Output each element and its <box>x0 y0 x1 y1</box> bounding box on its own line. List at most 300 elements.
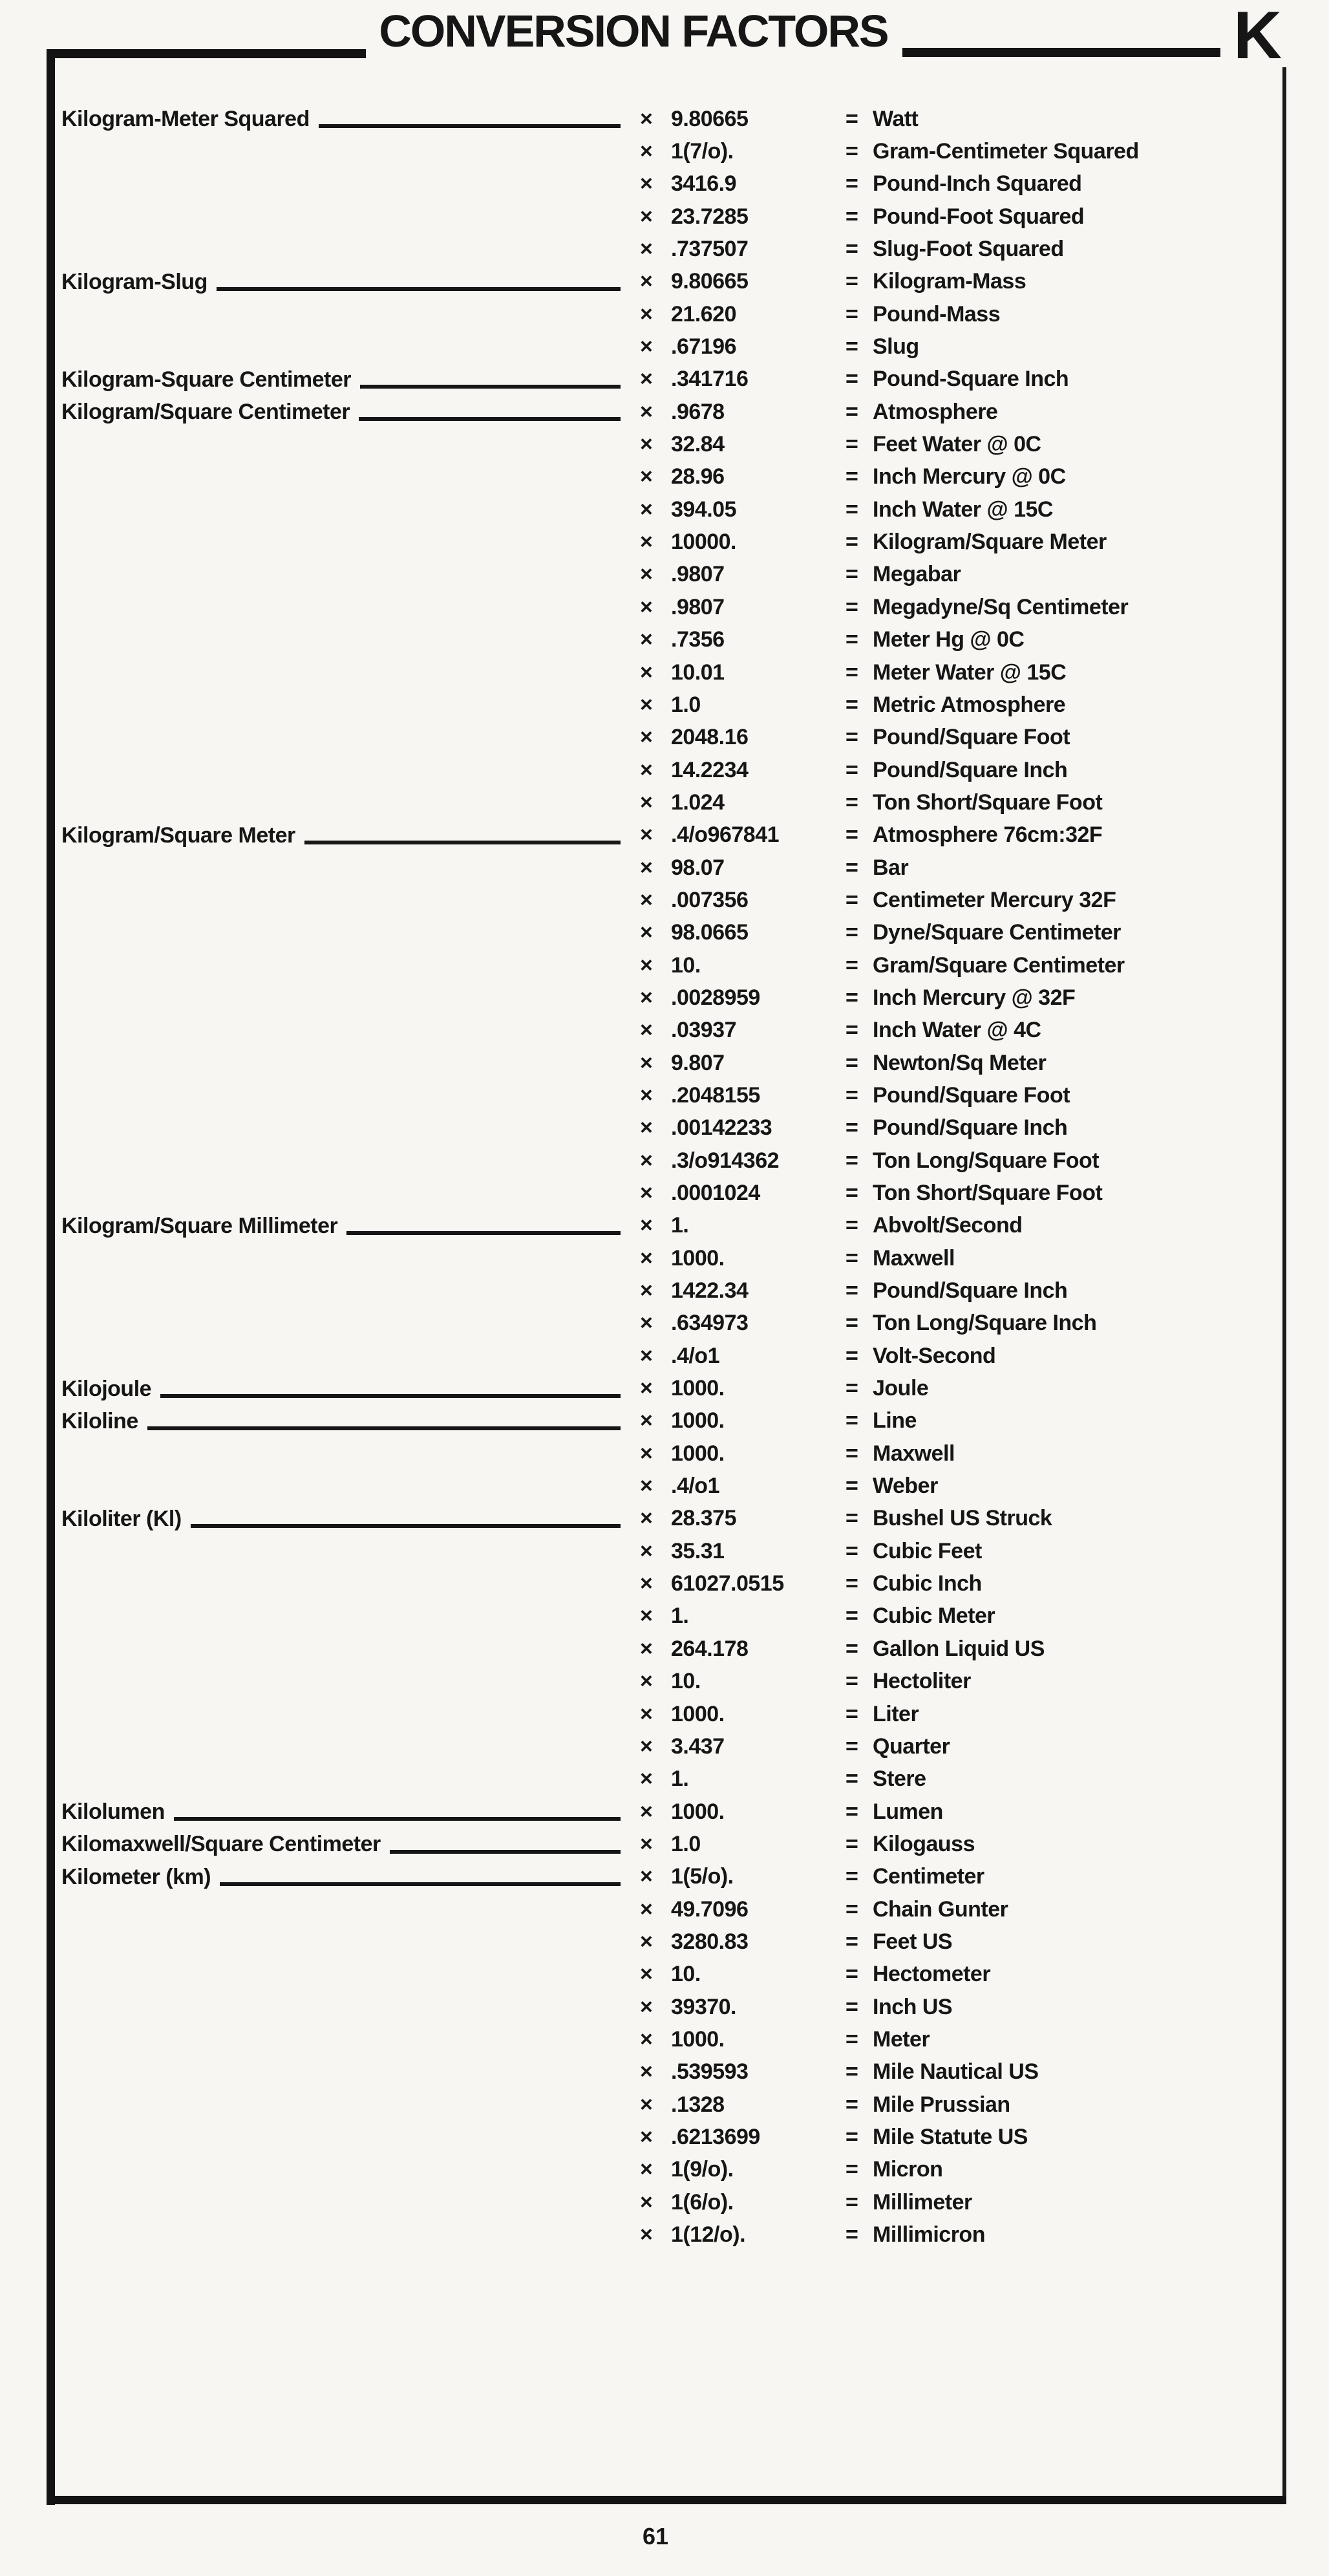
factor-value: 39370. <box>671 1994 736 2019</box>
multiply-sign: × <box>640 1441 653 1466</box>
equals-sign: = <box>845 1441 858 1466</box>
equals-sign: = <box>845 1474 858 1499</box>
result-unit: Feet US <box>873 1929 953 1954</box>
multiply-sign: × <box>640 1636 653 1661</box>
result-unit: Line <box>873 1408 917 1433</box>
multiply-sign: × <box>640 432 653 457</box>
multiply-sign: × <box>640 887 653 912</box>
table-row <box>0 689 1329 721</box>
equals-sign: = <box>845 660 858 685</box>
result-unit: Hectometer <box>873 1962 991 1987</box>
equals-sign: = <box>845 1962 858 1987</box>
leader-line <box>191 1524 621 1528</box>
table-row <box>0 917 1329 949</box>
multiply-sign: × <box>640 367 653 392</box>
row-label-column <box>61 493 640 526</box>
multiply-sign: × <box>640 2189 653 2215</box>
multiply-sign: × <box>640 1864 653 1889</box>
row-label-column <box>61 1991 640 2023</box>
row-label-column <box>61 2218 640 2251</box>
multiply-sign: × <box>640 1733 653 1759</box>
table-row <box>0 1633 1329 1665</box>
factor-value: .9807 <box>671 562 725 587</box>
equals-sign: = <box>845 464 858 489</box>
equals-sign: = <box>845 1245 858 1271</box>
result-unit: Pound-Foot Squared <box>873 204 1085 229</box>
table-row <box>0 526 1329 558</box>
factor-value: 1000. <box>671 2026 725 2052</box>
result-unit: Pound-Square Inch <box>873 367 1069 392</box>
factor-value: .3/o914362 <box>671 1148 780 1173</box>
factor-value: .007356 <box>671 887 749 912</box>
equals-sign: = <box>845 2189 858 2215</box>
equals-sign: = <box>845 1506 858 1531</box>
table-row <box>0 624 1329 656</box>
row-label-column <box>61 1893 640 1926</box>
row-label-column <box>61 266 640 298</box>
row-label-column <box>61 168 640 200</box>
equals-sign: = <box>845 530 858 555</box>
result-unit: Ton Short/Square Foot <box>873 1181 1103 1206</box>
multiply-sign: × <box>640 1278 653 1304</box>
equals-sign: = <box>845 822 858 848</box>
leader-line <box>319 124 621 128</box>
table-row <box>0 1567 1329 1600</box>
row-label-column <box>61 917 640 949</box>
row-label-column <box>61 624 640 656</box>
table-row <box>0 1112 1329 1144</box>
table-row <box>0 2023 1329 2055</box>
row-label-column <box>61 2088 640 2121</box>
multiply-sign: × <box>640 171 653 197</box>
result-unit: Stere <box>873 1766 926 1792</box>
table-row <box>0 559 1329 591</box>
factor-value: 1000. <box>671 1376 725 1401</box>
leader-line <box>360 385 621 389</box>
table-row <box>0 1014 1329 1047</box>
row-label-column <box>61 363 640 396</box>
result-unit: Watt <box>873 106 919 131</box>
row-label-column <box>61 2121 640 2153</box>
table-row <box>0 493 1329 526</box>
factor-value: 10. <box>671 1962 701 1987</box>
section-letter: K <box>1233 0 1282 73</box>
multiply-sign: × <box>640 1343 653 1368</box>
multiply-sign: × <box>640 757 653 782</box>
result-unit: Maxwell <box>873 1245 955 1271</box>
table-row <box>0 1047 1329 1079</box>
multiply-sign: × <box>640 660 653 685</box>
factor-value: 2048.16 <box>671 725 749 750</box>
factor-value: 3416.9 <box>671 171 736 197</box>
table-row <box>0 363 1329 396</box>
multiply-sign: × <box>640 1181 653 1206</box>
table-row <box>0 819 1329 852</box>
factor-value: 1(9/o). <box>671 2157 734 2182</box>
table-row <box>0 330 1329 363</box>
table-row <box>0 266 1329 298</box>
multiply-sign: × <box>640 1408 653 1433</box>
factor-value: .1328 <box>671 2092 725 2117</box>
multiply-sign: × <box>640 1506 653 1531</box>
equals-sign: = <box>845 952 858 978</box>
result-unit: Pound/Square Inch <box>873 1278 1068 1304</box>
table-row <box>0 1666 1329 1698</box>
multiply-sign: × <box>640 1831 653 1856</box>
table-row <box>0 168 1329 200</box>
row-label-column <box>61 298 640 330</box>
table-row <box>0 233 1329 265</box>
factor-value: 1.0 <box>671 1831 701 1856</box>
multiply-sign: × <box>640 627 653 652</box>
multiply-sign: × <box>640 1148 653 1173</box>
equals-sign: = <box>845 1343 858 1368</box>
row-label-column <box>61 1014 640 1047</box>
multiply-sign: × <box>640 1018 653 1043</box>
multiply-sign: × <box>640 204 653 229</box>
row-label-column <box>61 1144 640 1177</box>
table-row <box>0 1079 1329 1111</box>
result-unit: Dyne/Square Centimeter <box>873 920 1121 945</box>
factor-value: .7356 <box>671 627 725 652</box>
row-label-column <box>61 1437 640 1470</box>
equals-sign: = <box>845 1408 858 1433</box>
row-label-column <box>61 1666 640 1698</box>
factor-value: .6213699 <box>671 2124 760 2149</box>
table-row <box>0 103 1329 135</box>
equals-sign: = <box>845 1994 858 2019</box>
result-unit: Pound-Inch Squared <box>873 171 1082 197</box>
multiply-sign: × <box>640 1994 653 2019</box>
equals-sign: = <box>845 204 858 229</box>
row-label-column <box>61 982 640 1014</box>
table-row <box>0 298 1329 330</box>
result-unit: Ton Long/Square Foot <box>873 1148 1100 1173</box>
table-row <box>0 1437 1329 1470</box>
row-label-column <box>61 1047 640 1079</box>
leader-line <box>220 1882 621 1886</box>
multiply-sign: × <box>640 952 653 978</box>
multiply-sign: × <box>640 1766 653 1792</box>
equals-sign: = <box>845 2026 858 2052</box>
equals-sign: = <box>845 789 858 815</box>
factor-value: 1.024 <box>671 789 725 815</box>
equals-sign: = <box>845 1733 858 1759</box>
table-row <box>0 461 1329 493</box>
table-row <box>0 1210 1329 1242</box>
result-unit: Pound/Square Foot <box>873 1082 1070 1108</box>
row-label-column <box>61 591 640 623</box>
multiply-sign: × <box>640 2157 653 2182</box>
factor-value: 10. <box>671 952 701 978</box>
equals-sign: = <box>845 1181 858 1206</box>
table-row <box>0 1144 1329 1177</box>
table-row <box>0 1307 1329 1340</box>
unit-label: Kilogram/Square Meter <box>61 822 295 848</box>
factor-value: 9.80665 <box>671 269 749 294</box>
unit-label: Kiloline <box>61 1408 138 1433</box>
factor-value: 49.7096 <box>671 1896 749 1922</box>
row-label-column <box>61 461 640 493</box>
row-label-column <box>61 656 640 689</box>
multiply-sign: × <box>640 985 653 1010</box>
multiply-sign: × <box>640 1082 653 1108</box>
result-unit: Gallon Liquid US <box>873 1636 1045 1661</box>
factor-value: 10. <box>671 1669 701 1694</box>
factor-value: 23.7285 <box>671 204 749 229</box>
factor-value: 28.96 <box>671 464 725 489</box>
result-unit: Megabar <box>873 562 961 587</box>
multiply-sign: × <box>640 692 653 717</box>
factor-value: 1.0 <box>671 692 701 717</box>
equals-sign: = <box>845 1213 858 1238</box>
row-label-column <box>61 1535 640 1567</box>
equals-sign: = <box>845 887 858 912</box>
equals-sign: = <box>845 1538 858 1563</box>
table-row <box>0 1535 1329 1567</box>
row-label-column <box>61 103 640 135</box>
equals-sign: = <box>845 2092 858 2117</box>
equals-sign: = <box>845 1896 858 1922</box>
multiply-sign: × <box>640 1799 653 1824</box>
multiply-sign: × <box>640 1311 653 1336</box>
row-label-column <box>61 1079 640 1111</box>
factor-value: 1. <box>671 1766 689 1792</box>
result-unit: Cubic Feet <box>873 1538 982 1563</box>
result-unit: Mile Statute US <box>873 2124 1028 2149</box>
result-unit: Slug <box>873 334 919 360</box>
table-row <box>0 1893 1329 1926</box>
equals-sign: = <box>845 1636 858 1661</box>
table-row <box>0 1698 1329 1730</box>
equals-sign: = <box>845 367 858 392</box>
row-label-column <box>61 689 640 721</box>
table-row <box>0 2154 1329 2186</box>
equals-sign: = <box>845 1799 858 1824</box>
factor-value: 1. <box>671 1213 689 1238</box>
row-label-column <box>61 2154 640 2186</box>
multiply-sign: × <box>640 497 653 522</box>
equals-sign: = <box>845 1701 858 1726</box>
equals-sign: = <box>845 1050 858 1075</box>
factor-value: 1(5/o). <box>671 1864 734 1889</box>
table-row <box>0 884 1329 916</box>
equals-sign: = <box>845 237 858 262</box>
table-row <box>0 1405 1329 1437</box>
result-unit: Newton/Sq Meter <box>873 1050 1047 1075</box>
row-label-column <box>61 1730 640 1763</box>
row-label-column <box>61 884 640 916</box>
multiply-sign: × <box>640 1571 653 1596</box>
result-unit: Quarter <box>873 1733 950 1759</box>
table-row <box>0 722 1329 754</box>
result-unit: Megadyne/Sq Centimeter <box>873 594 1129 619</box>
row-label-column <box>61 2023 640 2055</box>
multiply-sign: × <box>640 594 653 619</box>
table-row <box>0 2186 1329 2218</box>
result-unit: Feet Water @ 0C <box>873 432 1041 457</box>
multiply-sign: × <box>640 2026 653 2052</box>
result-unit: Metric Atmosphere <box>873 692 1066 717</box>
result-unit: Bar <box>873 855 909 880</box>
factor-value: 61027.0515 <box>671 1571 784 1596</box>
multiply-sign: × <box>640 855 653 880</box>
multiply-sign: × <box>640 1701 653 1726</box>
factor-value: 21.620 <box>671 301 736 327</box>
table-row <box>0 135 1329 167</box>
table-row <box>0 1600 1329 1633</box>
row-label-column <box>61 1210 640 1242</box>
table-row <box>0 852 1329 884</box>
table-row <box>0 1340 1329 1372</box>
table-row <box>0 949 1329 982</box>
factor-value: 1000. <box>671 1441 725 1466</box>
row-label-column <box>61 396 640 428</box>
table-row <box>0 1926 1329 1958</box>
conversion-table <box>0 103 1329 2251</box>
multiply-sign: × <box>640 1115 653 1141</box>
equals-sign: = <box>845 1311 858 1336</box>
result-unit: Gram/Square Centimeter <box>873 952 1125 978</box>
row-label-column <box>61 1405 640 1437</box>
equals-sign: = <box>845 2222 858 2248</box>
factor-value: .9678 <box>671 399 725 424</box>
multiply-sign: × <box>640 1376 653 1401</box>
unit-label: Kilomaxwell/Square Centimeter <box>61 1832 381 1857</box>
equals-sign: = <box>845 1766 858 1792</box>
multiply-sign: × <box>640 1962 653 1987</box>
result-unit: Abvolt/Second <box>873 1213 1023 1238</box>
factor-value: .539593 <box>671 2059 749 2085</box>
multiply-sign: × <box>640 106 653 131</box>
unit-label: Kiloliter (Kl) <box>61 1506 182 1531</box>
row-label-column <box>61 1796 640 1828</box>
table-row <box>0 1503 1329 1535</box>
row-label-column <box>61 1600 640 1633</box>
row-label-column <box>61 1112 640 1144</box>
leader-line <box>346 1231 621 1235</box>
table-row <box>0 1828 1329 1860</box>
leader-line <box>359 417 621 421</box>
factor-value: 32.84 <box>671 432 725 457</box>
equals-sign: = <box>845 1115 858 1141</box>
unit-label: Kilolumen <box>61 1799 165 1825</box>
factor-value: 3.437 <box>671 1733 725 1759</box>
unit-label: Kilogram-Slug <box>61 269 207 294</box>
multiply-sign: × <box>640 334 653 360</box>
result-unit: Volt-Second <box>873 1343 996 1368</box>
equals-sign: = <box>845 920 858 945</box>
factor-value: 1422.34 <box>671 1278 749 1304</box>
table-row <box>0 1177 1329 1209</box>
unit-label: Kilogram-Meter Squared <box>61 107 310 132</box>
equals-sign: = <box>845 757 858 782</box>
row-label-column <box>61 330 640 363</box>
factor-value: .4/o1 <box>671 1474 719 1499</box>
row-label-column <box>61 1633 640 1665</box>
multiply-sign: × <box>640 789 653 815</box>
result-unit: Millimicron <box>873 2222 985 2248</box>
equals-sign: = <box>845 855 858 880</box>
row-label-column <box>61 1861 640 1893</box>
table-row <box>0 1730 1329 1763</box>
row-label-column <box>61 1307 640 1340</box>
result-unit: Mile Nautical US <box>873 2059 1039 2085</box>
equals-sign: = <box>845 1604 858 1629</box>
equals-sign: = <box>845 2059 858 2085</box>
multiply-sign: × <box>640 139 653 164</box>
leader-line <box>217 287 621 291</box>
equals-sign: = <box>845 2124 858 2149</box>
table-row <box>0 2218 1329 2251</box>
factor-value: 1(7/o). <box>671 139 734 164</box>
result-unit: Meter <box>873 2026 930 2052</box>
header-rule-left <box>47 49 366 58</box>
factor-value: .341716 <box>671 367 749 392</box>
row-label-column <box>61 2056 640 2088</box>
equals-sign: = <box>845 269 858 294</box>
multiply-sign: × <box>640 237 653 262</box>
unit-label: Kilogram-Square Centimeter <box>61 367 351 392</box>
equals-sign: = <box>845 562 858 587</box>
result-unit: Atmosphere <box>873 399 998 424</box>
result-unit: Lumen <box>873 1799 943 1824</box>
result-unit: Mile Prussian <box>873 2092 1010 2117</box>
table-row <box>0 786 1329 819</box>
multiply-sign: × <box>640 1213 653 1238</box>
multiply-sign: × <box>640 562 653 587</box>
table-row <box>0 982 1329 1014</box>
multiply-sign: × <box>640 1669 653 1694</box>
result-unit: Weber <box>873 1474 938 1499</box>
multiply-sign: × <box>640 1050 653 1075</box>
row-label-column <box>61 135 640 167</box>
row-label-column <box>61 428 640 460</box>
equals-sign: = <box>845 139 858 164</box>
factor-value: 35.31 <box>671 1538 725 1563</box>
equals-sign: = <box>845 1929 858 1954</box>
row-label-column <box>61 1177 640 1209</box>
row-label-column <box>61 1926 640 1958</box>
page-number: 61 <box>642 2523 669 2549</box>
factor-value: .2048155 <box>671 1082 760 1108</box>
row-label-column <box>61 1274 640 1307</box>
result-unit: Centimeter <box>873 1864 984 1889</box>
table-row <box>0 754 1329 786</box>
result-unit: Inch Water @ 4C <box>873 1018 1041 1043</box>
factor-value: 1000. <box>671 1701 725 1726</box>
result-unit: Kilogram-Mass <box>873 269 1026 294</box>
result-unit: Hectoliter <box>873 1669 971 1694</box>
row-label-column <box>61 1763 640 1796</box>
row-label-column <box>61 1959 640 1991</box>
factor-value: 10.01 <box>671 660 725 685</box>
table-row <box>0 1959 1329 1991</box>
result-unit: Inch Mercury @ 0C <box>873 464 1066 489</box>
equals-sign: = <box>845 627 858 652</box>
equals-sign: = <box>845 1669 858 1694</box>
factor-value: 1000. <box>671 1408 725 1433</box>
row-label-column <box>61 819 640 852</box>
equals-sign: = <box>845 1148 858 1173</box>
leader-line <box>160 1394 621 1398</box>
multiply-sign: × <box>640 2124 653 2149</box>
row-label-column <box>61 1567 640 1600</box>
row-label-column <box>61 786 640 819</box>
factor-value: .03937 <box>671 1018 736 1043</box>
header-rule-right <box>902 48 1220 57</box>
multiply-sign: × <box>640 1474 653 1499</box>
